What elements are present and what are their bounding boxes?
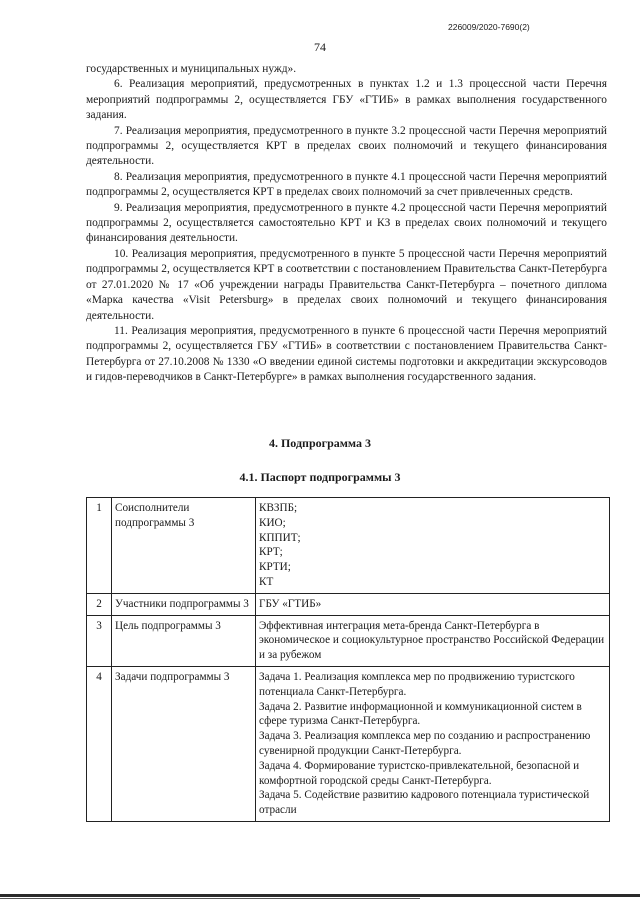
- table-row: [87, 593, 610, 615]
- document-id: 226009/2020-7690(2): [448, 22, 530, 32]
- row-label: Соисполнители подпрограммы 3: [112, 498, 256, 594]
- value-line: Задача 1. Реализация комплекса мер по продвижению туристского потенциала Санкт-Петербурга.: [259, 670, 575, 698]
- row-label: Участники подпрограммы 3: [112, 593, 256, 615]
- paragraph-continuation: государственных и муниципальных нужд».: [86, 63, 297, 75]
- row-label: Задачи подпрограммы 3: [112, 666, 256, 821]
- value-line: Задача 5. Содействие развитию кадрового потенциала туристической отрасли: [259, 789, 590, 817]
- value-line: КТ: [259, 575, 274, 588]
- value-line: КВЗПБ;: [259, 502, 298, 514]
- paragraph-item-10: 10. Реализация мероприятия, предусмотренного в пункте 5 процессной части Перечня мероприятий подпрограммы 2, осуществляется КРТ в соответствии с постановлением Правительства Санкт-Петербурга от 27.01.2020 № 17 «Об учреждении награды Правительства Санкт-Петербурга – почетного диплома «Марка качества «Visit Petersburg» в пределах своих полномочий и текущего финансирования деятельности.: [86, 247, 607, 322]
- table-row: [87, 615, 610, 666]
- table-row: [87, 498, 610, 594]
- value-line: КИО;: [259, 516, 286, 529]
- value-line: Задача 4. Формирование туристско-привлекательной, безопасной и комфортной городской среды Санкт-Петербурга.: [259, 759, 580, 787]
- value-line: Задача 2. Развитие информационной и коммуникационной систем в сфере туризма Санкт-Петербурга.: [259, 700, 582, 728]
- subsection-heading: 4.1. Паспорт подпрограммы 3: [239, 470, 401, 484]
- value-line: КРТ;: [259, 546, 283, 559]
- row-value: [256, 666, 610, 821]
- row-label: Цель подпрограммы 3: [112, 615, 256, 666]
- paragraph-item-11: 11. Реализация мероприятия, предусмотренного в пункте 6 процессной части Перечня мероприятий подпрограммы 2, осуществляется ГБУ «ГТИБ» в соответствии с постановлением Правительства Санкт-Петербурга от 27.10.2008 № 1330 «О введении единой системы подготовки и аккредитации экскурсоводов и гидов-переводчиков в Санкт-Петербурге» в рамках выполнения государственного задания.: [86, 324, 607, 384]
- passport-table: [86, 497, 610, 822]
- section-heading: 4. Подпрограмма 3: [268, 436, 372, 450]
- row-value: [256, 593, 610, 615]
- row-value: [256, 615, 610, 666]
- page-number: 74: [314, 40, 326, 54]
- row-number: 3: [87, 615, 112, 666]
- table-row: [87, 666, 610, 821]
- value-line: КРТИ;: [259, 561, 291, 574]
- value-line: Эффективная интеграция мета-бренда Санкт-Петербурга в экономическое и социокультурное пространство Российской Федерации и за рубежом: [259, 619, 605, 662]
- body-text: [86, 62, 607, 386]
- scan-edge-line: [0, 894, 640, 897]
- value-line: ГБУ «ГТИБ»: [259, 597, 322, 610]
- paragraph-item-6: 6. Реализация мероприятий, предусмотренных в пунктах 1.2 и 1.3 процессной части Перечня мероприятий подпрограммы 2, осуществляется ГБУ «ГТИБ» в рамках выполнения государственного задания.: [86, 78, 607, 122]
- scan-edge-line: [0, 898, 420, 899]
- value-line: КППИТ;: [259, 531, 301, 544]
- paragraph-item-9: 9. Реализация мероприятия, предусмотренного в пункте 4.2 процессной части Перечня мероприятий подпрограммы 2, осуществляется самостоятельно КРТ и КЗ в пределах своих полномочий и текущего финансирования деятельности.: [86, 201, 607, 245]
- row-number: 4: [87, 666, 112, 821]
- row-number: 1: [87, 498, 112, 594]
- value-line: Задача 3. Реализация комплекса мер по созданию и распространению сувенирной продукции Санкт-Петербурга.: [259, 730, 591, 757]
- row-value: [256, 498, 610, 594]
- paragraph-item-8: 8. Реализация мероприятия, предусмотренного в пункте 4.1 процессной части Перечня мероприятий подпрограммы 2, осуществляется КРТ в пределах своих полномочий за счет привлеченных средств.: [86, 170, 607, 199]
- paragraph-item-7: 7. Реализация мероприятия, предусмотренного в пункте 3.2 процессной части Перечня мероприятий подпрограммы 2, осуществляется КРТ в пределах своих полномочий и текущего финансирования деятельности.: [86, 124, 607, 168]
- row-number: 2: [87, 593, 112, 615]
